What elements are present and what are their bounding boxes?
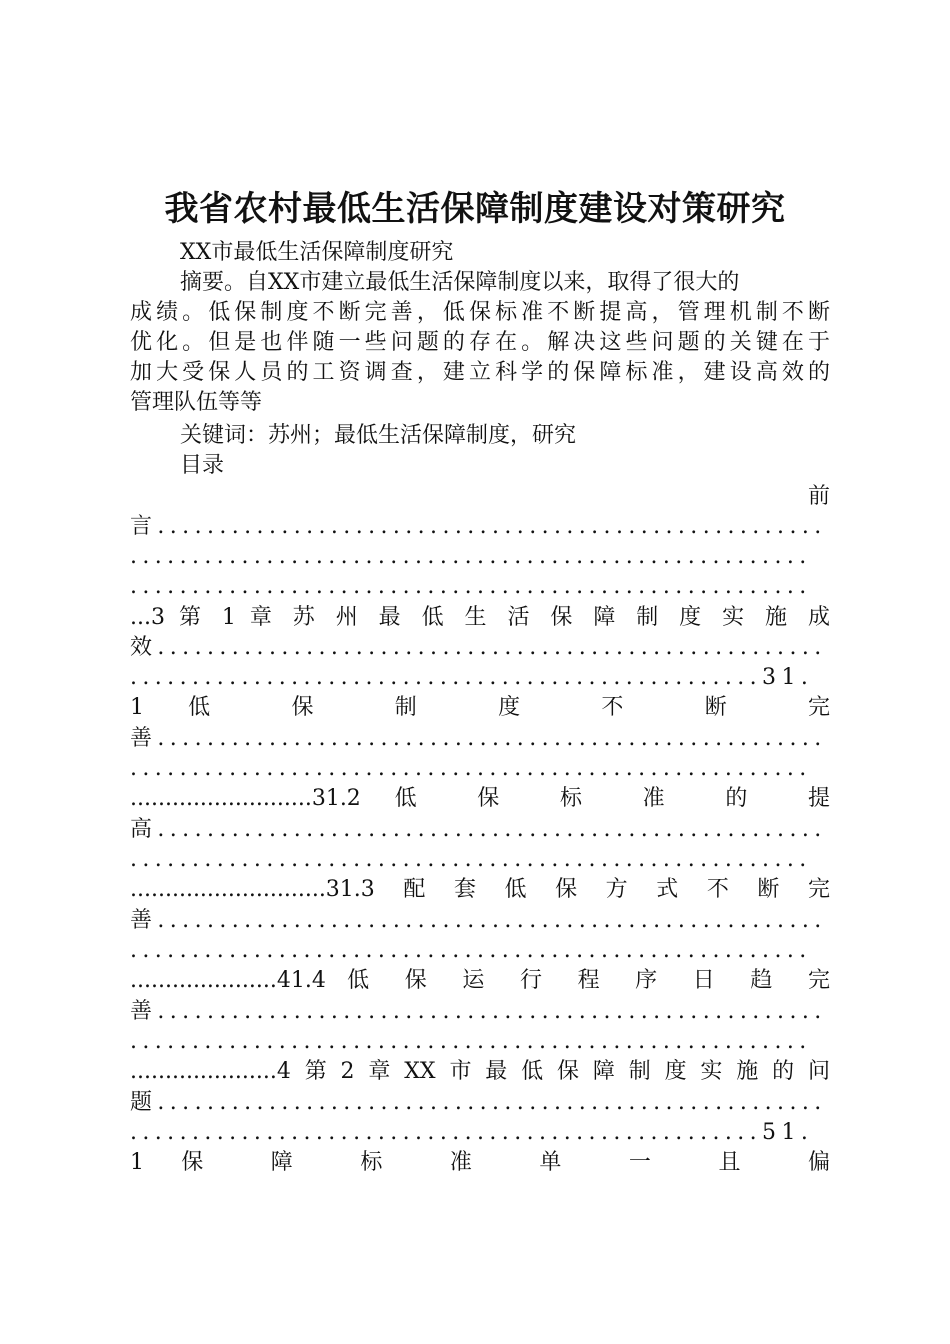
toc-line: 言......................................................: [130, 514, 827, 539]
toc-line: ...3 第 1 章 苏 州 最 低 生 活 保 障 制 度 实 施 成: [130, 605, 830, 630]
subtitle: XX市最低生活保障制度研究: [180, 240, 454, 265]
toc-line: .......................................................: [130, 1029, 812, 1054]
toc-line: ..........................31.2 低 保 标 准 的 提: [130, 786, 830, 811]
toc-line: 高......................................................: [130, 817, 827, 842]
toc-line: .....................4第2章XX市最低保障制度实施的问: [130, 1059, 830, 1084]
toc-line: ...................................................51.: [130, 1120, 814, 1145]
abstract-line: 优化。但是也伴随一些问题的存在。解决这些问题的关键在于: [130, 330, 830, 355]
toc-line: 1 低 保 制 度 不 断 完: [130, 695, 830, 720]
toc-line: 题......................................................: [130, 1090, 827, 1115]
document-title: 我省农村最低生活保障制度建设对策研究: [164, 189, 786, 229]
toc-line: 前: [807, 484, 830, 509]
toc-line: 善......................................................: [130, 908, 827, 933]
toc-heading: 目录: [180, 453, 225, 478]
toc-line: 效......................................................: [130, 635, 827, 660]
toc-line: .....................41.4 低 保 运 行 程 序 日 趋 完: [130, 968, 830, 993]
abstract-line: 管理队伍等等: [130, 390, 263, 415]
toc-line: .......................................................: [130, 544, 812, 569]
toc-line: ...................................................31.: [130, 665, 814, 690]
keywords: 关键词：苏州；最低生活保障制度，研究: [180, 423, 577, 448]
toc-line: .......................................................: [130, 847, 812, 872]
abstract-line: 摘要。自XX市建立最低生活保障制度以来，取得了很大的: [180, 270, 740, 295]
toc-line: 善......................................................: [130, 999, 827, 1024]
abstract-line: 成绩。低保制度不断完善，低保标准不断提高，管理机制不断: [130, 300, 830, 325]
abstract-line: 加大受保人员的工资调查，建立科学的保障标准，建设高效的: [130, 360, 830, 385]
toc-line: 善......................................................: [130, 726, 827, 751]
toc-line: .......................................................: [130, 756, 812, 781]
toc-line: 1 保 障 标 准 单 一 且 偏: [130, 1150, 830, 1175]
toc-line: .......................................................: [130, 938, 812, 963]
toc-line: .......................................................: [130, 574, 812, 599]
toc-line: ............................31.3配套低保方式不断完: [130, 877, 830, 902]
